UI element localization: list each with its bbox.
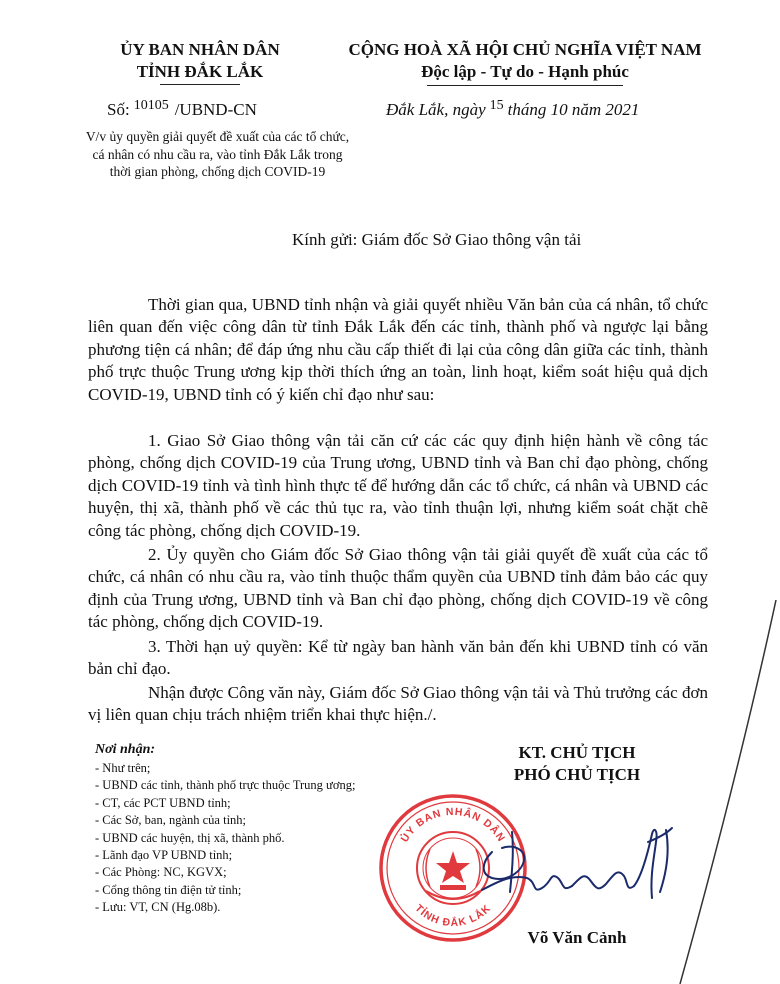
header-divider-left bbox=[160, 84, 240, 85]
signer-name: Võ Văn Cảnh bbox=[527, 928, 627, 947]
issuing-agency: ỦY BAN NHÂN DÂN bbox=[120, 40, 280, 59]
recipient-item: - Các Phòng: NC, KGVX; bbox=[95, 865, 227, 880]
document-date bbox=[386, 100, 639, 120]
recipient-item: - Cổng thông tin điện tử tỉnh; bbox=[95, 882, 242, 897]
date-day: 15 bbox=[489, 98, 504, 113]
header-divider-right bbox=[427, 85, 623, 86]
body-paragraph-closing: Nhận được Công văn này, Giám đốc Sở Giao thông vận tải và Thủ trưởng các đơn vị liên quan chịu trách nhiệm triển khai thực hiện./. bbox=[88, 683, 708, 725]
body-paragraph-item-2: 2. Ủy quyền cho Giám đốc Sở Giao thông vận tải giải quyết đề xuất của các tổ chức, cá nhân có nhu cầu ra, vào tỉnh thuộc thẩm quyền của UBND tỉnh đảm bảo các quy định của Trung ương, UBND tỉnh và Ban chỉ đạo phòng, chống dịch COVID-19 về công tác phòng, chống dịch COVID-19. bbox=[88, 545, 708, 632]
body-paragraph-item-3: 3. Thời hạn uỷ quyền: Kể từ ngày ban hành văn bản đến khi UBND tỉnh có văn bản chỉ đạo. bbox=[88, 637, 708, 679]
document-number-value: 10105 bbox=[133, 98, 169, 113]
recipient-item: - CT, các PCT UBND tỉnh; bbox=[95, 795, 231, 810]
recipient-item: - Lãnh đạo VP UBND tỉnh; bbox=[95, 848, 233, 863]
document-number bbox=[107, 100, 257, 120]
salutation: Kính gửi: Giám đốc Sở Giao thông vận tải bbox=[292, 230, 582, 249]
national-title: CỘNG HOÀ XÃ HỘI CHỦ NGHĨA VIỆT NAM bbox=[348, 40, 702, 59]
recipient-item: - Các Sở, ban, ngành của tỉnh; bbox=[95, 813, 247, 828]
body-paragraph-item-1: 1. Giao Sở Giao thông vận tải căn cứ các các quy định hiện hành về công tác phòng, chống dịch COVID-19 của Trung ương, UBND tỉnh và Ban chỉ đạo phòng, chống dịch COVID-19 tỉnh và tình hình thực tế để hướng dẫn các tổ chức, cá nhân và UBND các huyện, thị xã, thành phố về các thủ tục ra, vào tỉnh thuận lợi, nhưng kiểm soát chặt chẽ công tác phòng, chống dịch COVID-19. bbox=[88, 431, 708, 540]
recipients-title: Nơi nhận: bbox=[95, 742, 156, 757]
date-prefix: Đắk Lắk, ngày bbox=[386, 100, 486, 119]
recipient-item: - UBND các huyện, thị xã, thành phố. bbox=[95, 830, 285, 845]
issuing-province: TỈNH ĐẮK LẮK bbox=[136, 62, 264, 81]
seal-text-bottom: TỈNH ĐẮK LẮK bbox=[412, 902, 494, 930]
signer-position: PHÓ CHỦ TỊCH bbox=[513, 765, 641, 784]
recipient-item: - Lưu: VT, CN (Hg.08b). bbox=[95, 900, 221, 915]
national-motto: Độc lập - Tự do - Hạnh phúc bbox=[421, 62, 629, 81]
seal-text-top: ỦY BAN NHÂN DÂN bbox=[398, 805, 508, 845]
document-number-suffix: /UBND-CN bbox=[174, 100, 257, 119]
scan-edge-line bbox=[640, 600, 780, 984]
body-paragraph-intro: Thời gian qua, UBND tỉnh nhận và giải quyết nhiều Văn bản của cá nhân, tổ chức liên quan đến việc công dân từ tỉnh Đắk Lắk đến các tỉnh, thành phố và ngược lại bằng phương tiện cá nhân; để đáp ứng nhu cầu cấp thiết đi lại của công dân giữa các tỉnh, thành phố trực thuộc Trung ương kịp thời thích ứng an toàn, linh hoạt, kiểm soát hiệu quả dịch COVID-19, UBND tỉnh có ý kiến chỉ đạo như sau: bbox=[88, 295, 708, 404]
signer-authority: KT. CHỦ TỊCH bbox=[518, 743, 636, 762]
recipients-list bbox=[95, 760, 355, 917]
date-suffix: tháng 10 năm 2021 bbox=[507, 100, 640, 119]
recipient-item: - UBND các tỉnh, thành phố trực thuộc Trung ương; bbox=[95, 778, 356, 793]
recipient-item: - Như trên; bbox=[95, 761, 151, 775]
document-number-prefix: Số: bbox=[107, 100, 130, 119]
document-subject: V/v ủy quyền giải quyết đề xuất của các tổ chức, cá nhân có nhu cầu ra, vào tỉnh Đắk Lắk trong thời gian phòng, chống dịch COVID-19 bbox=[85, 129, 350, 179]
